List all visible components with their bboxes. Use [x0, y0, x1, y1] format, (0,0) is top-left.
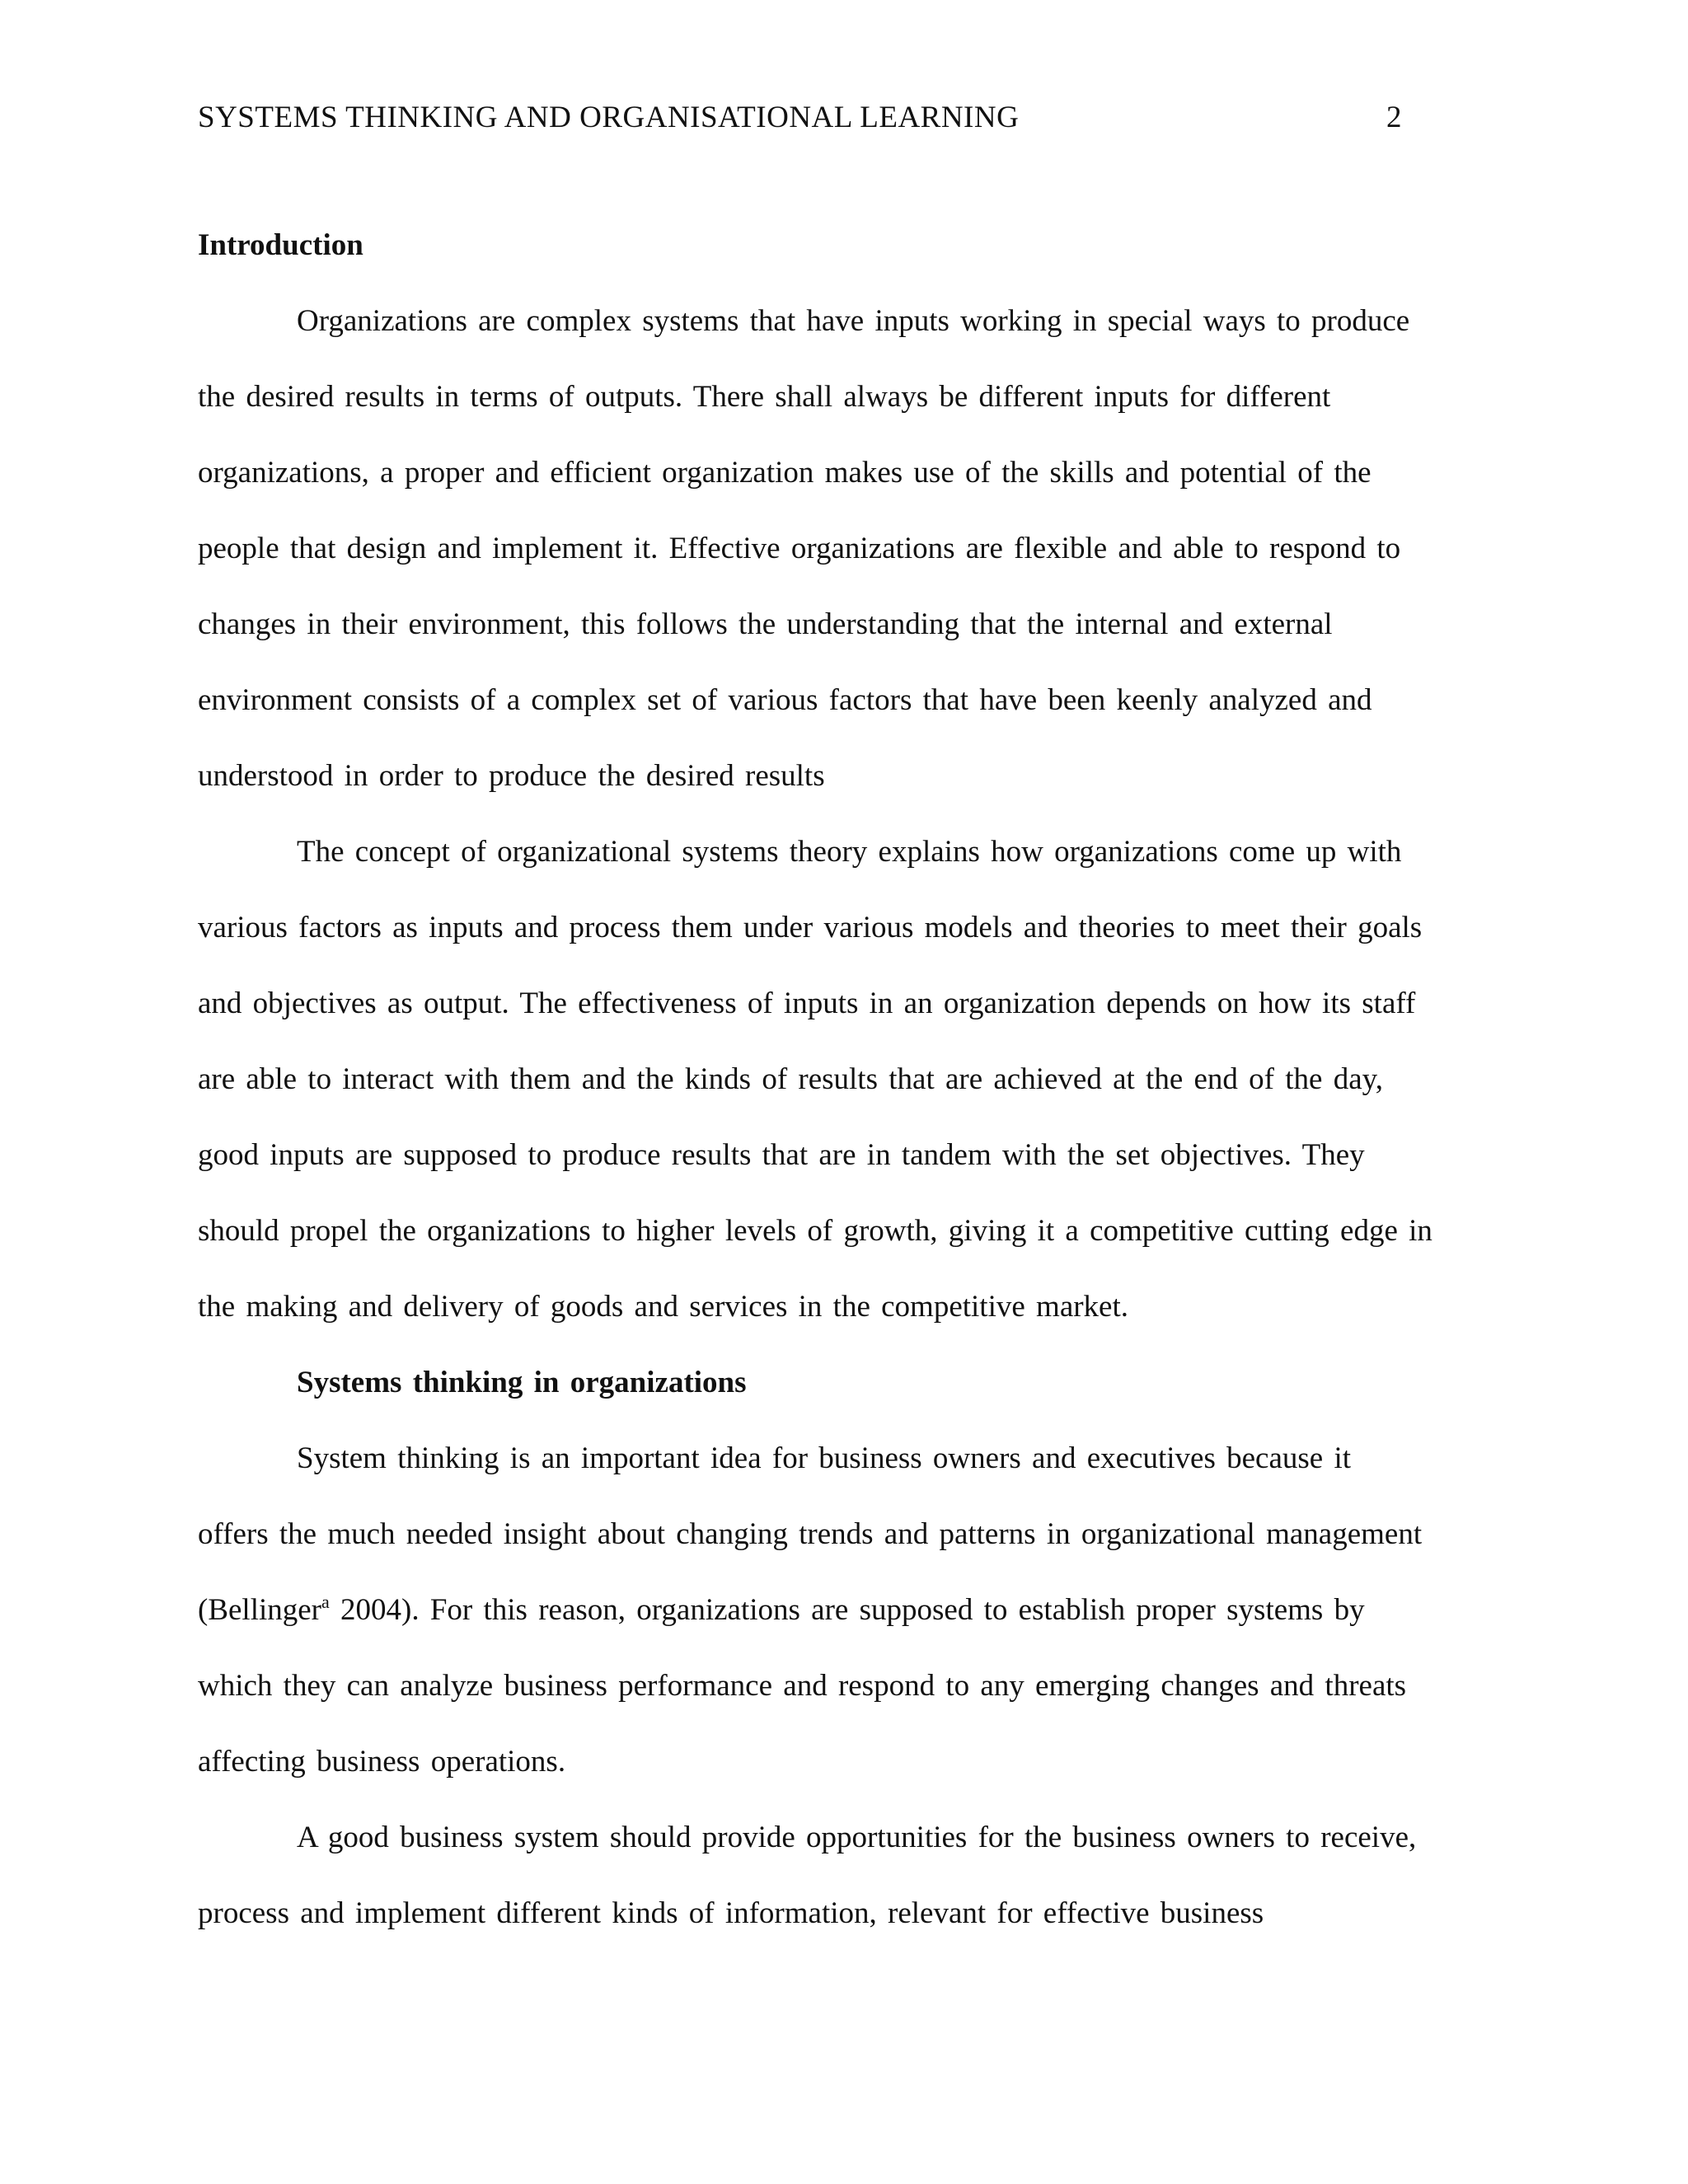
heading-introduction: Introduction — [198, 228, 363, 262]
paragraph-line: which they can analyze business performance and respond to any emerging changes and threats — [198, 1669, 1407, 1703]
paragraph-line: System thinking is an important idea for business owners and executives because it — [297, 1441, 1352, 1475]
paragraph-line: should propel the organizations to higher levels of growth, giving it a competitive cutting edge in — [198, 1214, 1432, 1248]
citation-continuation: 2004). For this reason, organizations are supposed to establish proper systems by — [329, 1593, 1365, 1627]
paragraph-line: offers the much needed insight about changing trends and patterns in organizational management — [198, 1517, 1423, 1551]
paragraph-line: environment consists of a complex set of various factors that have been keenly analyzed and — [198, 683, 1372, 717]
running-header — [198, 97, 1414, 138]
citation-author: (Bellinger — [198, 1593, 322, 1627]
paragraph-line: good inputs are supposed to produce results that are in tandem with the set objectives. They — [198, 1138, 1365, 1172]
paragraph-line: understood in order to produce the desired results — [198, 759, 825, 793]
page-number: 2 — [1386, 101, 1402, 134]
heading-systems-thinking: Systems thinking in organizations — [297, 1366, 747, 1399]
paragraph-line: The concept of organizational systems theory explains how organizations come up with — [297, 835, 1402, 869]
paragraph-line: changes in their environment, this follows the understanding that the internal and external — [198, 607, 1333, 641]
paragraph-line: process and implement different kinds of information, relevant for effective business — [198, 1896, 1264, 1930]
paragraph-line: and objectives as output. The effectiveness of inputs in an organization depends on how its staff — [198, 987, 1416, 1020]
document-body — [198, 208, 1484, 1952]
paragraph-line: organizations, a proper and efficient organization makes use of the skills and potential of the — [198, 456, 1372, 490]
paragraph-line: A good business system should provide opportunities for the business owners to receive, — [297, 1821, 1417, 1854]
citation-superscript: a — [321, 1591, 330, 1612]
running-title: SYSTEMS THINKING AND ORGANISATIONAL LEARNING — [198, 101, 1020, 134]
paragraph-line: affecting business operations. — [198, 1745, 566, 1779]
paragraph-line: Organizations are complex systems that have inputs working in special ways to produce — [297, 304, 1410, 338]
paragraph-line: are able to interact with them and the kinds of results that are achieved at the end of the day, — [198, 1062, 1383, 1096]
paragraph-line: the desired results in terms of outputs. There shall always be different inputs for different — [198, 380, 1331, 414]
paragraph-line: various factors as inputs and process them under various models and theories to meet their goals — [198, 911, 1423, 944]
paragraph-line-citation — [198, 1572, 1484, 1648]
paragraph-line: people that design and implement it. Effective organizations are flexible and able to respond to — [198, 532, 1401, 565]
paragraph-line: the making and delivery of goods and services in the competitive market. — [198, 1290, 1129, 1324]
